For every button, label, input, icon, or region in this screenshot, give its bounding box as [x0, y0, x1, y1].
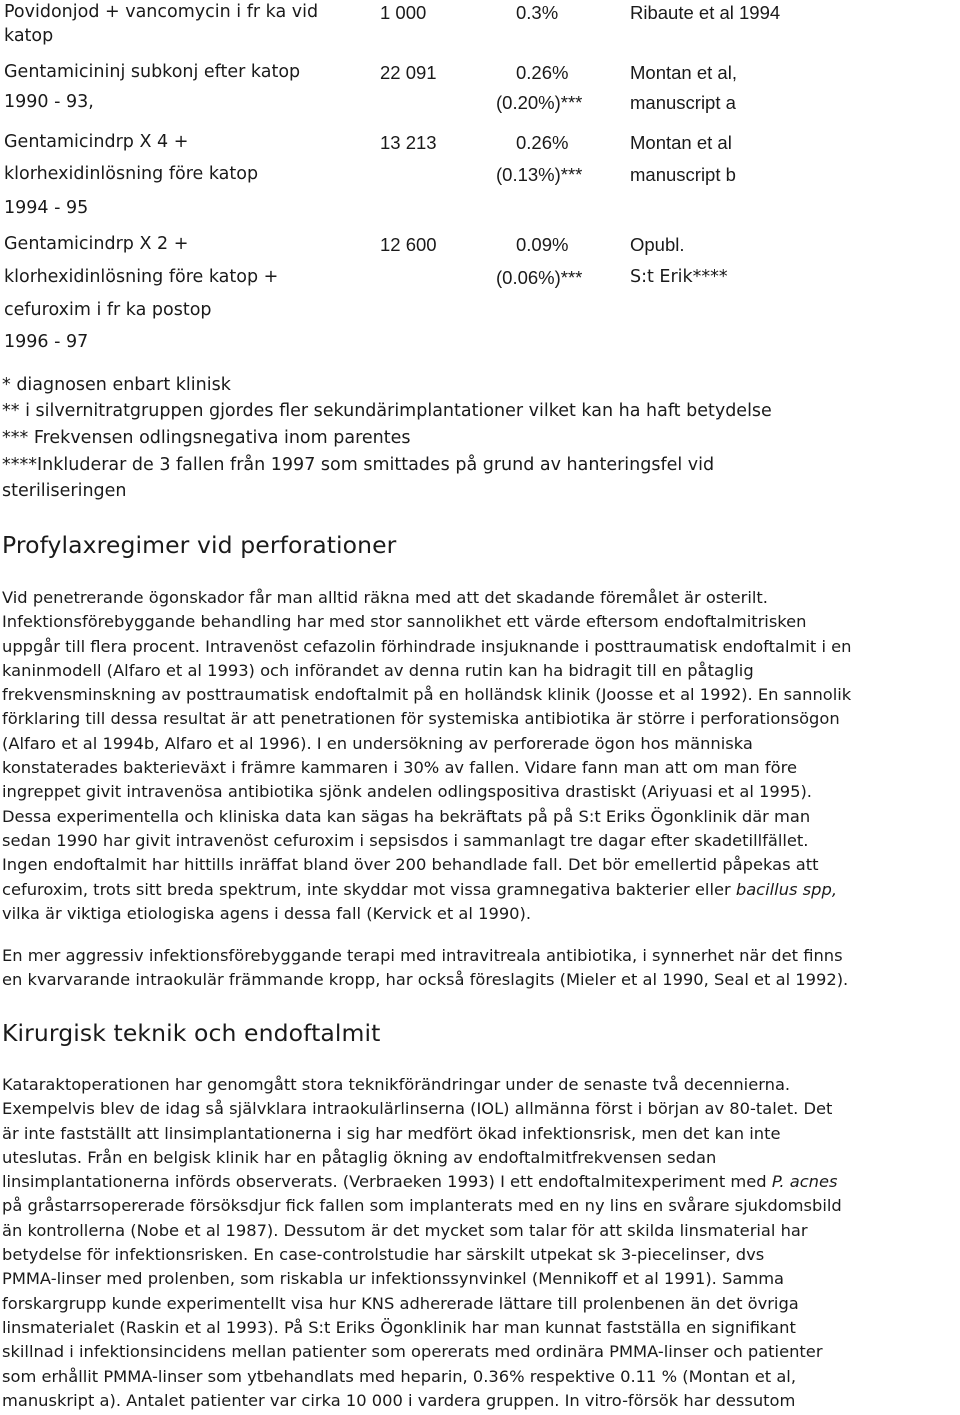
table-cell-regimen: Povidonjod + vancomycin i fr ka vid [4, 2, 319, 22]
text-line: uteslutas. Från en belgisk klinik har en påtaglig ökning av endoftalmitfrekvensen sedan [2, 1147, 717, 1167]
text-line: sedan 1990 har givit intravenöst cefuroxim i sepsisdos i sammanlagt tre dagar efter skadetillfället. [2, 830, 809, 850]
table-cell-regimen: Gentamicininj subkonj efter katop [4, 62, 301, 82]
footnote: steriliseringen [2, 481, 127, 501]
text-line: uppgår till flera procent. Intravenöst cefazolin förhindrade insjuknande i posttraumatisk endoftalmit i en [2, 636, 852, 656]
text-line: linsmaterialet (Raskin et al 1993). På S:t Eriks Ögonklinik har man kunnat fastställa en signifikant [2, 1317, 796, 1337]
text-line: skillnad i infektionsincidens mellan patienter som opererats med ordinära PMMA-linser och patienter [2, 1342, 823, 1362]
table-cell-regimen: cefuroxim i fr ka postop [4, 300, 212, 320]
paragraph [2, 944, 958, 993]
text-line: En mer aggressiv infektionsförebyggande terapi med intravitreala antibiotika, i synnerhet när det finns [2, 946, 843, 965]
table-cell-source: Montan et al [630, 132, 732, 153]
table-cell-regimen: 1994 - 95 [4, 198, 89, 218]
text-line: en kvarvarande intraokulär främmande kropp, har också föreslagits (Mieler et al 1990, Seal et al 1992). [2, 970, 849, 990]
table-cell-count: 22 091 [380, 62, 437, 83]
table-cell-rate: 0.3% [516, 2, 559, 23]
text-line: forskargrupp kunde experimentellt visa hur KNS adhererade lättare till prolenbenen än det övriga [2, 1293, 799, 1313]
italic-text: P. acnes [771, 1172, 838, 1192]
text-line [2, 878, 958, 902]
table-cell-regimen: 1990 - 93, [4, 92, 94, 112]
text-line: än kontrollerna (Nobe et al 1987). Dessutom är det mycket som talar för att skilda linsmaterial har [2, 1220, 808, 1240]
table-cell-rate: (0.13%)*** [496, 164, 583, 185]
text-line: Vid penetrerande ögonskador får man alltid räkna med att det skadande föremålet är osterilt. [2, 588, 768, 607]
text-line: vilka är viktiga etiologiska agens i dessa fall (Kervick et al 1990). [2, 903, 532, 923]
text-line: manuskript a). Antalet patienter var cirka 10 000 i vardera gruppen. In vitro-försök har dessutom [2, 1390, 796, 1410]
text-run: linsimplantationerna införds observerats. (Verbraeken 1993) I ett endoftalmitexperiment med [2, 1172, 772, 1192]
table-cell-count: 1 000 [380, 2, 427, 23]
section-heading: Kirurgisk teknik och endoftalmit [2, 1019, 381, 1047]
section-heading: Profylaxregimer vid perforationer [2, 531, 397, 559]
text-line: betydelse för infektionsrisken. En case-controlstudie har särskilt utpekat sk 3-piecelinser, dvs [2, 1245, 765, 1265]
table-cell-source: Ribaute et al 1994 [630, 2, 781, 23]
table-cell-rate: 0.26% [516, 132, 569, 153]
table-cell-rate: 0.26% [516, 62, 569, 83]
table-cell-regimen: klorhexidinlösning före katop [4, 164, 259, 184]
footnote: ** i silvernitratgruppen gjordes fler sekundärimplantationer vilket kan ha haft betydelse [2, 401, 772, 421]
text-run: cefuroxim, trots sitt breda spektrum, inte skyddar mot vissa gramnegativa bakterier eller [2, 879, 736, 899]
text-line: frekvensminskning av posttraumatisk endoftalmit på en holländsk klinik (Joosse et al 1992). En sannolik [2, 685, 852, 705]
table-cell-source: manuscript a [630, 92, 736, 113]
text-line: Infektionsförebyggande behandling har med stor sannolikhet ett värde eftersom endoftalmitrisken [2, 612, 807, 632]
table-cell-count: 12 600 [380, 234, 437, 255]
italic-text: bacillus spp, [735, 879, 837, 899]
text-line: som erhållit PMMA-linser som ytbehandlats med heparin, 0.36% respektive 0.11 % (Montan et al, [2, 1366, 796, 1386]
paragraph [2, 586, 958, 926]
text-line: PMMA-linser med prolenben, som riskabla ur infektionssynvinkel (Mennikoff et al 1991). Samma [2, 1269, 785, 1289]
table-cell-source: manuscript b [630, 164, 736, 185]
text-line: på gråstarrsopererade försöksdjur fick fallen som implanterats med en ny lins en svårare sjukdomsbild [2, 1196, 842, 1216]
text-line: (Alfaro et al 1994b, Alfaro et al 1996). I en undersökning av perforerade ögon hos människa [2, 733, 753, 753]
table-cell-source: Montan et al, [630, 62, 737, 83]
table-cell-regimen: Gentamicindrp X 2 + [4, 234, 189, 254]
footnote: * diagnosen enbart klinisk [2, 375, 231, 395]
text-line: förklaring till dessa resultat är att penetrationen för systemiska antibiotika är större i perforationsögon [2, 709, 840, 729]
text-line: Kataraktoperationen har genomgått stora teknikförändringar under de senaste två decennierna. [2, 1075, 791, 1094]
text-line: Ingen endoftalmit har hittills inräffat bland över 200 behandlade fall. Det bör emellertid påpekas att [2, 855, 819, 875]
table-cell-regimen: klorhexidinlösning före katop + [4, 267, 279, 287]
footnote: *** Frekvensen odlingsnegativa inom parentes [2, 428, 411, 448]
table-cell-count: 13 213 [380, 132, 437, 153]
table-cell-rate: (0.20%)*** [496, 92, 583, 113]
table-cell-rate: (0.06%)*** [496, 267, 583, 288]
text-line: Exempelvis blev de idag så självklara intraokulärlinserna (IOL) allmänna först i början av 80-talet. Det [2, 1099, 833, 1119]
text-line: ingreppet givit intravenösa antibiotika sjönk andelen odlingspositiva drastiskt (Ariyuasi et al 1995). [2, 782, 812, 802]
footnote: ****Inkluderar de 3 fallen från 1997 som smittades på grund av hanteringsfel vid [2, 455, 715, 475]
text-line: kaninmodell (Alfaro et al 1993) och införandet av denna rutin kan ha bidragit till en påtaglig [2, 660, 754, 680]
text-line: konstaterades bakterieväxt i främre kammaren i 30% av fallen. Vidare fann man att om man före [2, 758, 797, 778]
text-line: Dessa experimentella och kliniska data kan sägas ha bekräftats på på S:t Eriks Ögonklinik där man [2, 806, 811, 826]
table-cell-rate: 0.09% [516, 234, 569, 255]
paragraph [2, 1073, 958, 1413]
table-cell-regimen: katop [4, 26, 54, 46]
table-cell-regimen: Gentamicindrp X 4 + [4, 132, 189, 152]
table-cell-source: Opubl. [630, 234, 685, 255]
table-cell-regimen: 1996 - 97 [4, 332, 89, 352]
table-cell-source: S:t Erik**** [630, 267, 728, 287]
text-line: är inte fastställt att linsimplantationerna i sig har medfört ökad infektionsrisk, men det kan inte [2, 1123, 781, 1143]
text-line [2, 1170, 958, 1194]
